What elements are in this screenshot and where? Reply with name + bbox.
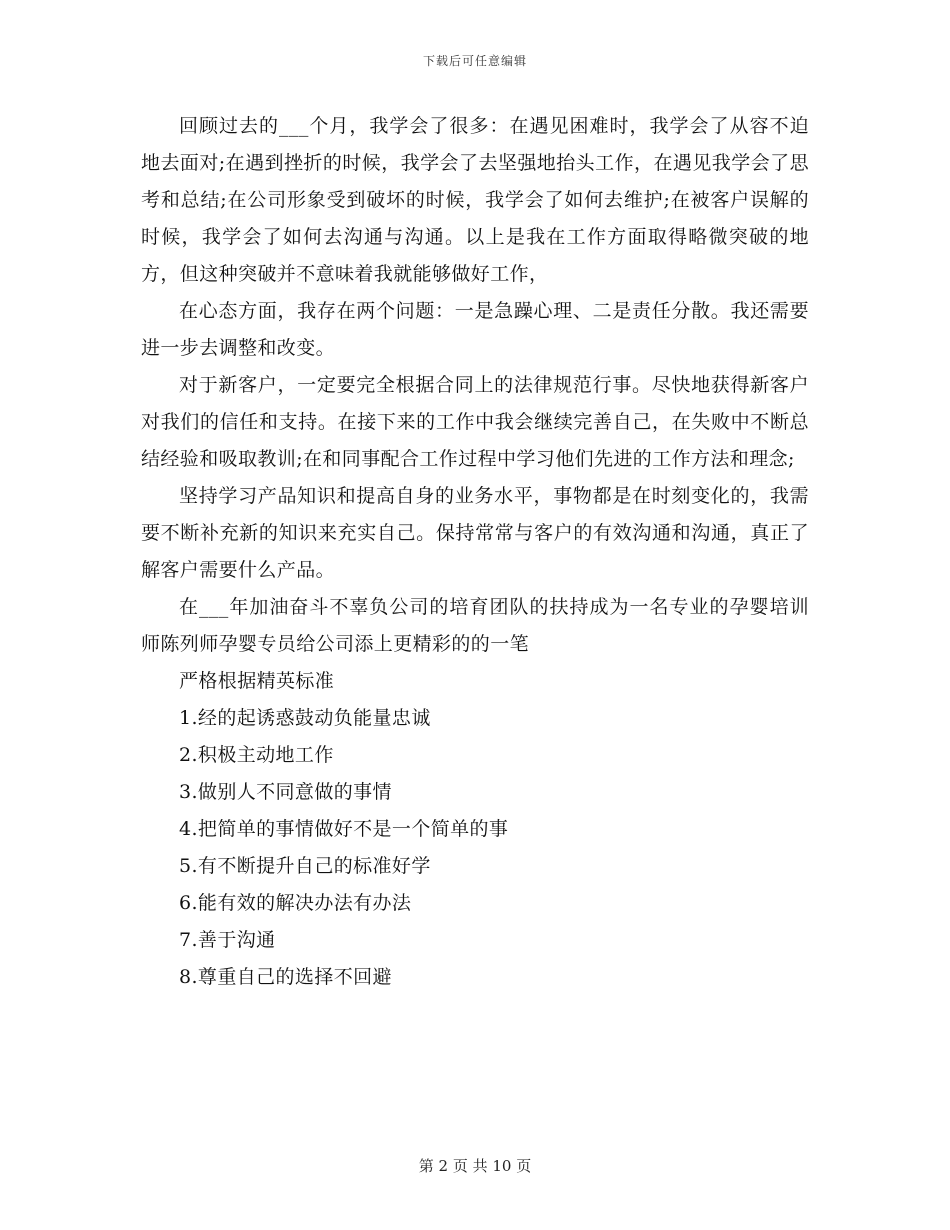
list-item: 4.把简单的事情做好不是一个简单的事 (179, 818, 509, 840)
list-item: 2.积极主动地工作 (179, 744, 334, 766)
list-item: 6.能有效的解决办法有办法 (179, 892, 412, 914)
paragraph: 在心态方面，我存在两个问题：一是急躁心理、二是责任分散。我还需要进一步去调整和改变。 (141, 300, 809, 359)
list-item: 5.有不断提升自己的标准好学 (179, 855, 431, 877)
list-item: 7.善于沟通 (179, 929, 276, 951)
list-item: 1.经的起诱惑鼓动负能量忠诚 (179, 707, 431, 729)
paragraph: 坚持学习产品知识和提高自身的业务水平，事物都是在时刻变化的，我需要不断补充新的知识来充实自己。保持常常与客户的有效沟通和沟通，真正了解客户需要什么产品。 (141, 485, 809, 581)
page-number: 第 2 页 共 10 页 (418, 1157, 532, 1175)
list-item: 3.做别人不同意做的事情 (179, 781, 392, 803)
paragraph: 在___年加油奋斗不辜负公司的培育团队的扶持成为一名专业的孕婴培训师陈列师孕婴专员给公司添上更精彩的的一笔 (141, 596, 809, 655)
list-item: 8.尊重自己的选择不回避 (179, 966, 392, 988)
document-body (141, 108, 809, 996)
list-heading: 严格根据精英标准 (179, 670, 335, 692)
paragraph: 对于新客户，一定要完全根据合同上的法律规范行事。尽快地获得新客户对我们的信任和支持。在接下来的工作中我会继续完善自己，在失败中不断总结经验和吸取教训;在和同事配合工作过程中学习他们先进的工作方法和理念; (141, 374, 809, 470)
paragraph: 回顾过去的___个月，我学会了很多：在遇见困难时，我学会了从容不迫地去面对;在遇到挫折的时候，我学会了去坚强地抬头工作，在遇见我学会了思考和总结;在公司形象受到破坏的时候，我学会了如何去维护;在被客户误解的时候，我学会了如何去沟通与沟通。以上是我在工作方面取得略微突破的地方，但这种突破并不意味着我就能够做好工作， (141, 115, 809, 285)
header-note: 下载后可任意编辑 (422, 54, 527, 68)
